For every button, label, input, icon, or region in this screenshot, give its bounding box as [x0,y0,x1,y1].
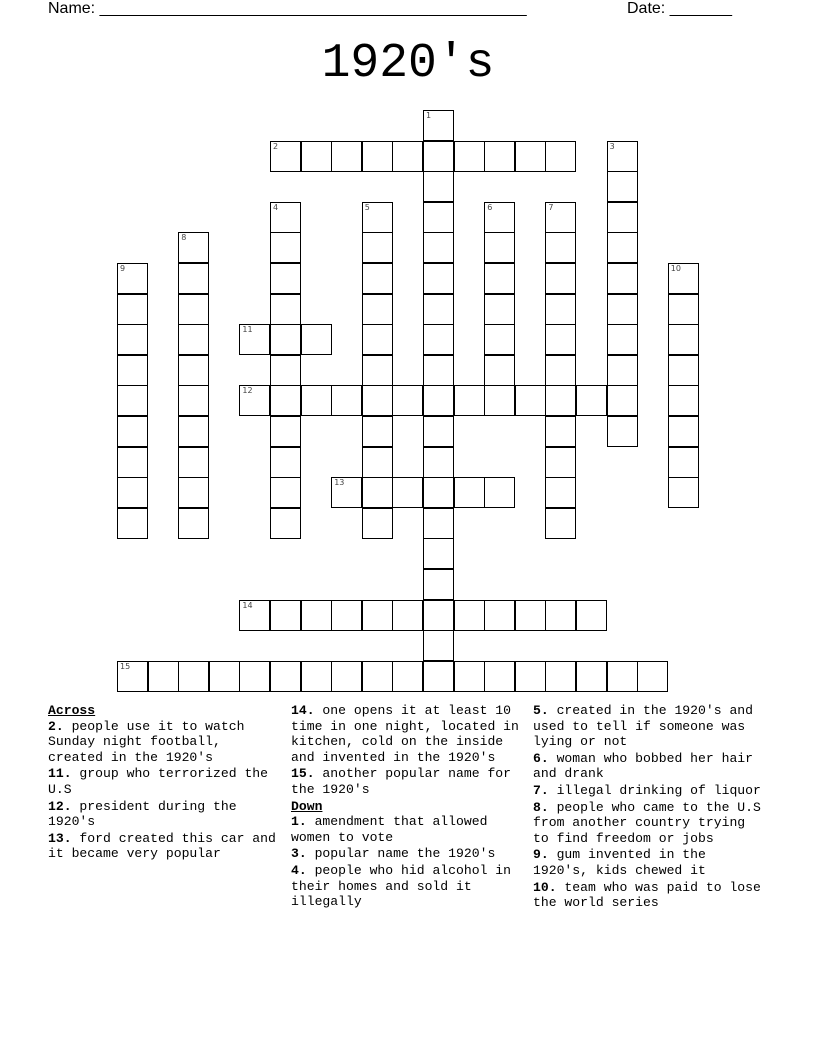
grid-cell[interactable] [423,630,454,661]
clue-number: 2 [273,141,279,151]
clue-text: people who hid alcohol in their homes and sold it illegally [291,862,512,910]
grid-cell[interactable] [545,232,576,263]
grid-cell[interactable] [301,600,332,631]
grid-cell[interactable] [392,661,423,692]
clue-5 [533,703,765,750]
grid-cell[interactable] [362,447,393,478]
clue-number-label: 8. [533,799,549,815]
grid-cell[interactable] [484,141,515,172]
grid-cell[interactable] [270,508,301,539]
clue-number: 1 [426,111,432,120]
grid-cell[interactable] [423,324,454,355]
grid-cell[interactable] [362,141,393,172]
grid-cell[interactable] [362,661,393,692]
grid-cell[interactable] [178,232,209,263]
grid-cell[interactable] [668,447,699,478]
grid-cell[interactable] [668,385,699,416]
grid-cell[interactable] [668,416,699,447]
grid-cell[interactable] [178,324,209,355]
grid-cell[interactable] [423,508,454,539]
grid-cell[interactable] [515,141,546,172]
grid-cell[interactable] [117,477,148,508]
grid-cell[interactable] [362,355,393,386]
clue-7 [533,783,765,799]
grid-cell[interactable] [423,600,454,631]
grid-cell[interactable] [270,416,301,447]
page-title: 1920's [321,37,495,91]
clue-text: people use it to watch Sunday night football, created in the 1920's [48,718,245,765]
grid-cell[interactable] [423,385,454,416]
grid-cell[interactable] [239,661,270,692]
grid-cell[interactable] [117,447,148,478]
grid-cell[interactable] [454,385,485,416]
clue-number-label: 14. [291,703,315,718]
clue-text: illegal drinking of liquor [548,782,761,798]
grid-cell[interactable] [545,355,576,386]
grid-cell[interactable] [301,141,332,172]
grid-cell[interactable] [545,477,576,508]
clue-number-label: 15. [291,766,315,782]
clue-number: 12 [242,386,253,396]
grid-cell[interactable] [270,294,301,325]
grid-cell[interactable] [545,661,576,692]
grid-cell[interactable] [545,202,576,233]
grid-cell[interactable] [178,416,209,447]
clue-number-label: 11. [48,766,72,782]
grid-cell[interactable] [270,385,301,416]
clue-text: another popular name for the 1920's [291,766,512,797]
grid-cell[interactable] [454,600,485,631]
clue-3 [291,846,523,862]
clue-text: amendment that allowed women to vote [291,814,488,845]
grid-cell[interactable] [576,600,607,631]
clue-number: 10 [670,264,681,273]
clue-column-3 [533,703,765,912]
clue-number-label: 2. [48,718,64,734]
grid-cell[interactable] [607,355,638,386]
clue-number: 8 [181,233,187,243]
grid-cell[interactable] [117,508,148,539]
grid-cell[interactable] [607,416,638,447]
grid-cell[interactable] [117,385,148,416]
grid-cell[interactable] [454,141,485,172]
clue-number: 9 [120,264,126,273]
clue-number: 14 [242,600,253,610]
grid-cell[interactable] [423,661,454,692]
grid-cell[interactable] [423,202,454,233]
grid-cell[interactable] [423,416,454,447]
grid-cell[interactable] [607,263,638,294]
clue-15 [291,766,523,797]
clue-text: one opens it at least 10 time in one night, located in kitchen, cold on the inside and invented in the 1920's [291,703,519,765]
grid-cell[interactable] [331,385,362,416]
grid-cell[interactable] [362,202,393,233]
grid-cell[interactable] [423,477,454,508]
grid-cell[interactable] [454,477,485,508]
grid-cell[interactable] [607,141,638,172]
grid-cell[interactable] [239,385,270,416]
section-heading-across: Across [48,703,96,718]
grid-cell[interactable] [301,324,332,355]
clue-9 [533,847,765,878]
grid-cell[interactable] [362,508,393,539]
grid-cell[interactable] [423,447,454,478]
grid-cell[interactable] [331,661,362,692]
grid-cell[interactable] [423,294,454,325]
grid-cell[interactable] [270,447,301,478]
grid-cell[interactable] [668,324,699,355]
grid-cell[interactable] [392,385,423,416]
clue-text: ford created this car and it became very popular [48,830,276,862]
clue-column-2 [291,703,523,911]
clue-2 [48,719,280,766]
grid-cell[interactable] [178,294,209,325]
grid-cell[interactable] [362,385,393,416]
grid-cell[interactable] [637,661,668,692]
grid-cell[interactable] [392,477,423,508]
grid-cell[interactable] [423,355,454,386]
grid-cell[interactable] [607,661,638,692]
clue-number-label: 5. [533,703,549,718]
clue-text: gum invented in the 1920's, kids chewed it [533,847,706,878]
grid-cell[interactable] [607,385,638,416]
grid-cell[interactable] [484,385,515,416]
grid-cell[interactable] [484,294,515,325]
grid-cell[interactable] [270,355,301,386]
grid-cell[interactable] [148,661,179,692]
grid-cell[interactable] [117,263,148,294]
grid-cell[interactable] [607,324,638,355]
grid-cell[interactable] [209,661,240,692]
grid-cell[interactable] [423,110,454,141]
grid-cell[interactable] [515,600,546,631]
grid-cell[interactable] [392,600,423,631]
date-field-label: Date: _______ [627,0,732,17]
grid-cell[interactable] [607,202,638,233]
clue-12 [48,799,280,830]
grid-cell[interactable] [362,600,393,631]
grid-cell[interactable] [545,324,576,355]
clue-11 [48,766,280,797]
clue-text: group who terrorized the U.S [48,766,269,797]
grid-cell[interactable] [484,324,515,355]
grid-cell[interactable] [301,385,332,416]
grid-cell[interactable] [331,141,362,172]
clue-number-label: 4. [291,862,307,878]
grid-cell[interactable] [362,294,393,325]
clue-1 [291,814,523,845]
grid-cell[interactable] [545,600,576,631]
grid-cell[interactable] [668,294,699,325]
grid-cell[interactable] [178,661,209,692]
clue-text: president during the 1920's [48,798,237,830]
grid-cell[interactable] [270,661,301,692]
grid-cell[interactable] [117,661,148,692]
clue-text: popular name the 1920's [306,846,496,862]
grid-cell[interactable] [117,355,148,386]
grid-cell[interactable] [178,447,209,478]
grid-cell[interactable] [668,355,699,386]
clue-number-label: 6. [533,750,549,766]
grid-cell[interactable] [331,477,362,508]
clue-13 [48,831,280,862]
grid-cell[interactable] [239,600,270,631]
grid-cell[interactable] [423,569,454,600]
grid-cell[interactable] [117,324,148,355]
grid-cell[interactable] [117,294,148,325]
grid-cell[interactable] [270,141,301,172]
grid-cell[interactable] [270,263,301,294]
grid-cell[interactable] [362,232,393,263]
clue-number: 4 [273,202,279,212]
name-field-label: Name: ________________________________________________ [48,0,527,17]
grid-cell[interactable] [545,294,576,325]
grid-cell[interactable] [545,385,576,416]
grid-cell[interactable] [545,508,576,539]
clue-text: team who was paid to lose the world series [533,879,761,911]
clue-number: 15 [120,661,131,671]
clue-number-label: 3. [291,846,307,862]
grid-cell[interactable] [545,416,576,447]
grid-cell[interactable] [301,661,332,692]
clue-text: people who came to the U.S from another country trying to find freedom or jobs [533,799,761,846]
grid-cell[interactable] [270,324,301,355]
grid-cell[interactable] [423,538,454,569]
grid-cell[interactable] [331,600,362,631]
grid-cell[interactable] [545,141,576,172]
grid-cell[interactable] [484,661,515,692]
clue-number: 5 [364,202,370,212]
grid-cell[interactable] [178,385,209,416]
grid-cell[interactable] [484,600,515,631]
grid-cell[interactable] [362,416,393,447]
grid-cell[interactable] [607,294,638,325]
grid-cell[interactable] [515,661,546,692]
clue-4 [291,863,523,910]
clue-text: woman who bobbed her hair and drank [533,750,754,782]
grid-cell[interactable] [423,263,454,294]
grid-cell[interactable] [178,508,209,539]
grid-cell[interactable] [545,263,576,294]
grid-cell[interactable] [362,477,393,508]
grid-cell[interactable] [607,232,638,263]
grid-cell[interactable] [270,477,301,508]
grid-cell[interactable] [668,263,699,294]
clue-column-1 [48,703,280,863]
clue-number-label: 9. [533,847,549,863]
clue-number-label: 7. [533,782,549,798]
grid-cell[interactable] [423,141,454,172]
grid-cell[interactable] [178,263,209,294]
clue-14 [291,703,523,765]
grid-cell[interactable] [362,263,393,294]
grid-cell[interactable] [423,171,454,202]
grid-cell[interactable] [515,385,546,416]
clue-number-label: 10. [533,879,557,895]
clue-number: 3 [609,141,615,151]
grid-cell[interactable] [392,141,423,172]
grid-cell[interactable] [607,171,638,202]
clue-6 [533,751,765,782]
clue-8 [533,800,765,847]
grid-cell[interactable] [178,477,209,508]
grid-cell[interactable] [423,232,454,263]
grid-cell[interactable] [362,324,393,355]
clue-number: 13 [334,478,345,488]
grid-cell[interactable] [178,355,209,386]
clue-number: 11 [242,325,253,335]
clue-text: created in the 1920's and used to tell if someone was lying or not [533,703,754,750]
grid-cell[interactable] [576,661,607,692]
grid-cell[interactable] [270,202,301,233]
grid-cell[interactable] [239,324,270,355]
clue-number-label: 1. [291,814,307,830]
grid-cell[interactable] [668,477,699,508]
grid-cell[interactable] [454,661,485,692]
grid-cell[interactable] [117,416,148,447]
clue-number-label: 12. [48,798,72,814]
clue-number: 7 [548,202,554,212]
grid-cell[interactable] [484,263,515,294]
grid-cell[interactable] [270,232,301,263]
grid-cell[interactable] [270,600,301,631]
clue-number: 6 [487,202,493,212]
grid-cell[interactable] [484,477,515,508]
clue-number-label: 13. [48,830,72,846]
grid-cell[interactable] [484,355,515,386]
grid-cell[interactable] [545,447,576,478]
grid-cell[interactable] [576,385,607,416]
grid-cell[interactable] [484,232,515,263]
grid-cell[interactable] [484,202,515,233]
clue-10 [533,880,765,911]
section-heading-down: Down [291,798,323,814]
